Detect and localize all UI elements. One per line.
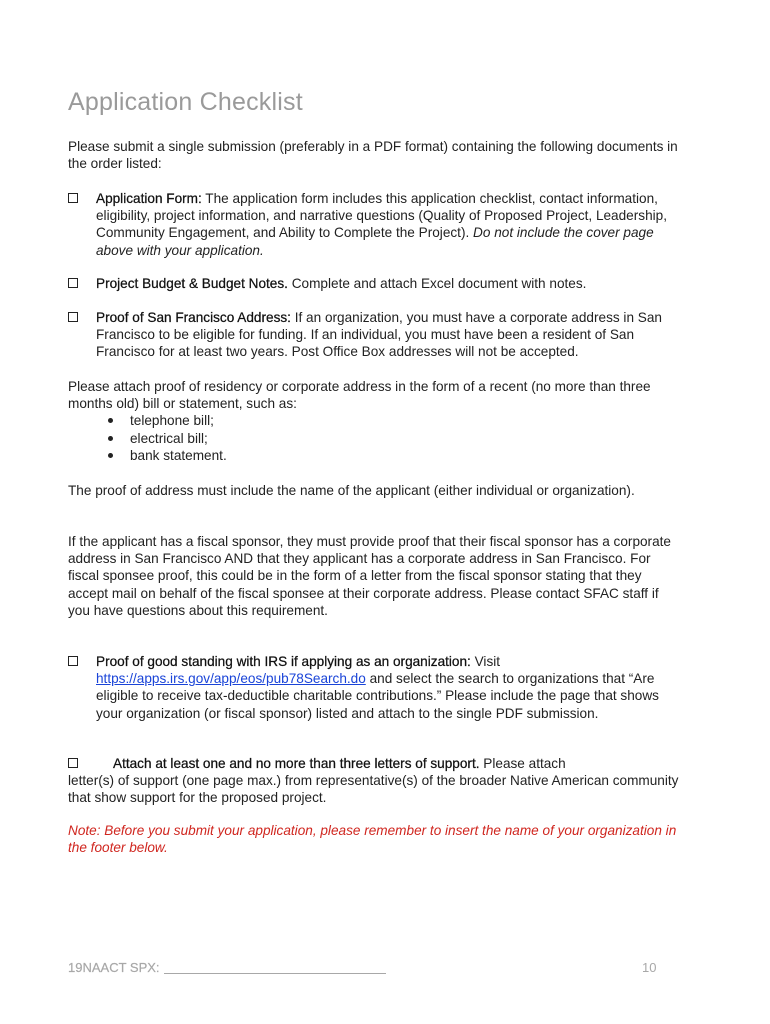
checklist-item-text: [113, 756, 566, 771]
page-number: 10: [642, 960, 657, 975]
checklist-item-sf-address: [68, 309, 688, 361]
irs-search-link[interactable]: https://apps.irs.gov/app/eos/pub78Search.do: [96, 671, 366, 687]
checklist-item-text: [96, 275, 688, 292]
checkbox[interactable]: [68, 656, 78, 666]
checklist-item-body: Visit: [470, 654, 501, 669]
list-item: bank statement.: [108, 447, 227, 465]
fiscal-sponsor-paragraph: If the applicant has a fiscal sponsor, they must provide proof that their fiscal sponsor has a corporate address in San Francisco AND that they applicant has a corporate address in San Francisco. For fiscal sponsee proof, this could be in the form of a letter from the fiscal sponsor stating that they accept mail on behalf of the fiscal sponsee at their corporate address. Please contact SFAC staff if you have questions about this requirement.: [68, 534, 671, 618]
footer-label: 19NAACT SPX:: [68, 960, 160, 975]
checkbox[interactable]: [68, 312, 78, 322]
checklist-item-body: and select the search to organizations that “Are eligible to receive tax-deductible charitable contributions.” Please include the page that shows your organization (or fiscal sponsor) listed and attach to the single PDF submission.: [96, 671, 659, 721]
checklist-item-body: The application form includes this application checklist, contact information, eligibility, project information, and narrative questions (Quality of Proposed Project, Leadership, Community Engagement, and Ability to Complete the Project).: [96, 191, 667, 241]
checklist-item-lead: Proof of San Francisco Address:: [96, 310, 291, 325]
bullet-icon: [108, 418, 113, 423]
checklist-item-application-form: [68, 190, 688, 259]
bullet-icon: [108, 453, 113, 458]
list-item: electrical bill;: [108, 430, 227, 448]
checklist-item-body: If an organization, you must have a corporate address in San Francisco to be eligible for funding. If an individual, you must have been a resident of San Francisco for at least two years. Post Office Box addresses will not be accepted.: [96, 310, 662, 360]
residency-paragraph: Please attach proof of residency or corporate address in the form of a recent (no more than three months old) bill or statement, such as:: [68, 379, 651, 412]
checkbox[interactable]: [68, 193, 78, 203]
checklist-item-lead: Project Budget & Budget Notes.: [96, 276, 288, 291]
checklist-item-budget: [68, 275, 688, 292]
checklist-item-lead: Application Form:: [96, 191, 202, 206]
list-item: telephone bill;: [108, 412, 227, 430]
checklist-item-body: Complete and attach Excel document with notes.: [287, 276, 587, 291]
checklist-item-letters-of-support: [68, 755, 688, 807]
organization-name-blank[interactable]: [164, 973, 386, 974]
checklist-item-text: [96, 309, 688, 361]
bullet-icon: [108, 436, 113, 441]
checkbox[interactable]: [68, 758, 78, 768]
page-title: Application Checklist: [68, 88, 303, 116]
checklist-item-body-continued: letter(s) of support (one page max.) from representative(s) of the broader Native American community that show support for the proposed project.: [68, 773, 679, 806]
footer-reminder-note: Note: Before you submit your application, please remember to insert the name of your organization in the footer below.: [68, 823, 677, 856]
checklist-item-lead: Attach at least one and no more than three letters of support.: [113, 756, 480, 771]
checkbox[interactable]: [68, 278, 78, 288]
bill-type-list: [108, 412, 227, 465]
footer-organization-field: [68, 960, 386, 975]
intro-paragraph: Please submit a single submission (preferably in a PDF format) containing the following documents in the order listed:: [68, 139, 678, 172]
checklist-item-irs: [68, 653, 688, 722]
checklist-item-lead: Proof of good standing with IRS if applying as an organization:: [96, 654, 471, 669]
checklist-item-text: [96, 653, 688, 722]
checklist-item-italic-note: Do not include the cover page above with your application.: [96, 225, 654, 258]
address-name-paragraph: The proof of address must include the name of the applicant (either individual or organization).: [68, 483, 635, 498]
checklist-item-body: Please attach: [479, 756, 566, 771]
checklist-item-text: [96, 190, 688, 259]
